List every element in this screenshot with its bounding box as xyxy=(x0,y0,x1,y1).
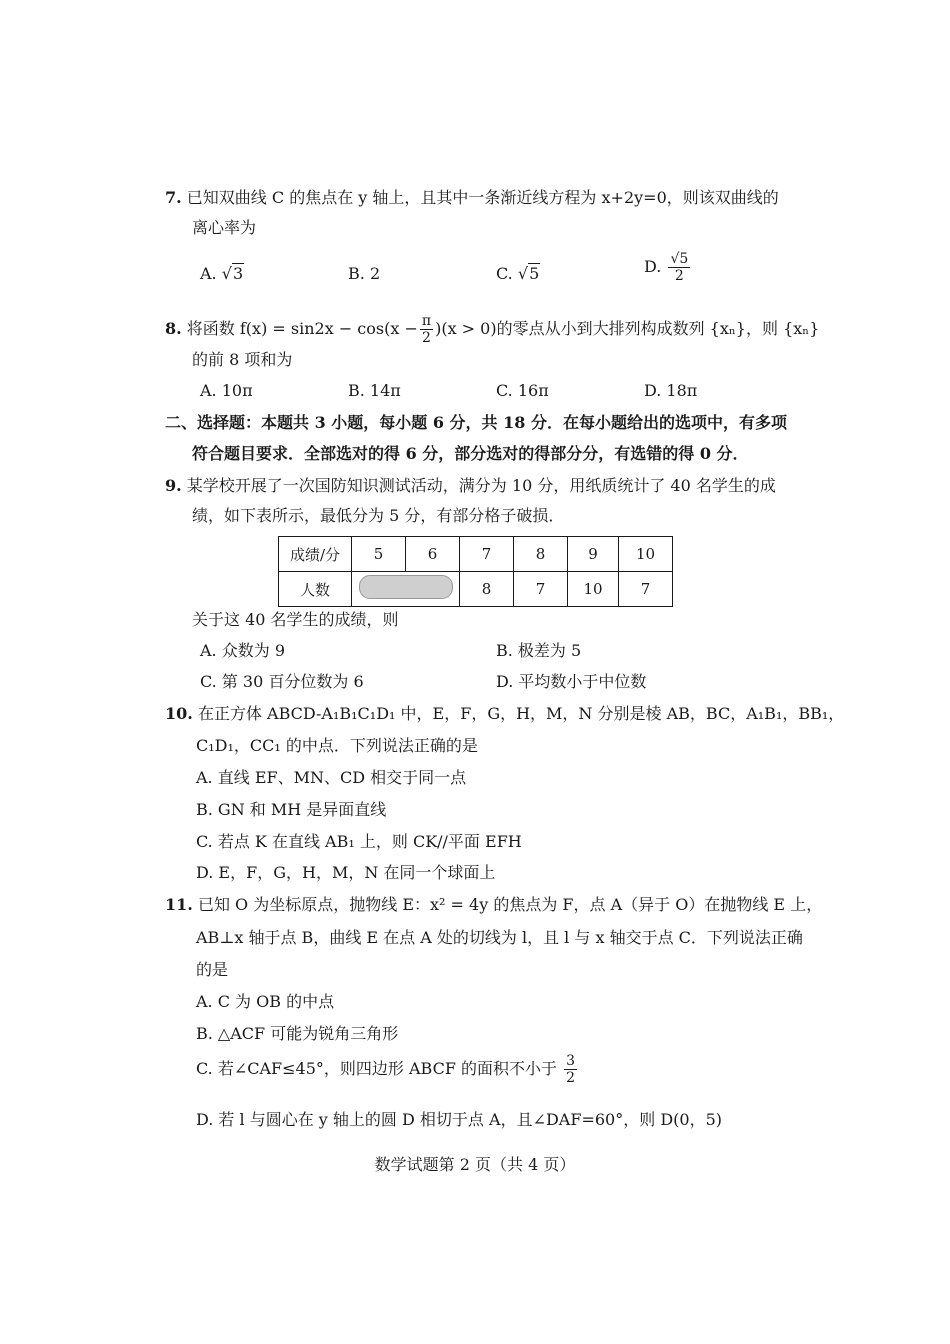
q7-option-a-label: A. xyxy=(200,264,217,283)
table-score-cell: 6 xyxy=(406,537,460,572)
section2-line2: 符合题目要求．全部选对的得 6 分，部分选对的得部分分，有选错的得 0 分． xyxy=(192,444,749,463)
table-row xyxy=(279,572,673,607)
table-score-cell: 9 xyxy=(568,537,619,572)
table-count-cell: 7 xyxy=(619,572,673,607)
q11-line2: AB⊥x 轴于点 B，曲线 E 在点 A 处的切线为 l，且 l 与 x 轴交于点 C．下列说法正确 xyxy=(196,928,803,947)
table-score-cell: 5 xyxy=(352,537,406,572)
sqrt-symbol: √5 xyxy=(517,264,540,283)
table-header-label: 成绩/分 xyxy=(279,537,352,572)
q7-option-a-value: 3 xyxy=(232,264,244,283)
q11-option-c-numerator: 3 xyxy=(566,1053,576,1069)
q9-option-b: B. 极差为 5 xyxy=(496,641,582,660)
q8-line2: 的前 8 项和为 xyxy=(192,350,293,369)
q11-text: 已知 O 为坐标原点，抛物线 E：x² = 4y 的焦点为 F，点 A（异于 O）在抛物线 E 上， xyxy=(197,895,823,914)
q7-number: 7. xyxy=(165,188,182,207)
scores-table xyxy=(278,536,673,607)
q11-line1 xyxy=(165,893,822,917)
q9-after: 关于这 40 名学生的成绩，则 xyxy=(192,610,399,629)
q7-option-c-value: 5 xyxy=(529,264,540,283)
table-count-label: 人数 xyxy=(279,572,352,607)
q11-option-c-denominator: 2 xyxy=(566,1070,576,1086)
q11-line3: 的是 xyxy=(196,960,229,979)
section2-line1: 二、选择题：本题共 3 小题，每小题 6 分，共 18 分．在每小题给出的选项中，有多项 xyxy=(165,413,787,432)
table-score-cell: 10 xyxy=(619,537,673,572)
q8-number: 8. xyxy=(165,319,182,338)
q7-option-c xyxy=(496,262,540,286)
q11-option-a: A. C 为 OB 的中点 xyxy=(196,992,335,1011)
q10-option-a: A. 直线 EF、MN、CD 相交于同一点 xyxy=(196,768,467,787)
q7-line2: 离心率为 xyxy=(192,218,257,237)
q10-option-d: D. E，F，G，H，M，N 在同一个球面上 xyxy=(196,863,496,882)
q7-text: 已知双曲线 C 的焦点在 y 轴上，且其中一条渐近线方程为 x+2y=0，则该双曲线的 xyxy=(186,188,779,207)
q8-pi: π xyxy=(421,313,432,329)
q9-line2: 绩，如下表所示，最低分为 5 分，有部分格子破损． xyxy=(192,506,565,525)
sqrt-symbol: √3 xyxy=(221,264,244,283)
q11-option-c xyxy=(196,1054,579,1085)
q8-option-c: C. 16π xyxy=(496,381,549,400)
q9-option-a: A. 众数为 9 xyxy=(200,641,285,660)
q7-option-b-label: B. xyxy=(348,264,365,283)
q7-option-d-label: D. xyxy=(644,257,662,276)
q7-option-b-value: 2 xyxy=(369,264,381,283)
q7-option-d-numerator: 5 xyxy=(679,251,689,267)
q9-option-d: D. 平均数小于中位数 xyxy=(496,672,647,691)
page-footer: 数学试题第 2 页（共 4 页） xyxy=(374,1155,576,1174)
q10-line2: C₁D₁，CC₁ 的中点．下列说法正确的是 xyxy=(196,736,478,755)
table-count-cell: 8 xyxy=(460,572,514,607)
q8-option-b: B. 14π xyxy=(348,381,401,400)
q11-option-d: D. 若 l 与圆心在 y 轴上的圆 D 相切于点 A，且∠DAF=60°，则 D(0，5) xyxy=(196,1110,722,1129)
q9-number: 9. xyxy=(165,476,182,495)
q9-line1 xyxy=(165,474,776,498)
q7-option-c-label: C. xyxy=(496,264,513,283)
q9-option-c: C. 第 30 百分位数为 6 xyxy=(200,672,364,691)
q8-text-pre: 将函数 f(x) = sin2x − cos(x − xyxy=(186,319,418,338)
q10-option-b: B. GN 和 MH 是异面直线 xyxy=(196,800,387,819)
q7-option-d-fraction: $\frac{√5}{2}$ xyxy=(670,251,689,284)
q8-line1 xyxy=(165,314,819,345)
q10-number: 10. xyxy=(165,704,193,723)
q8-option-d: D. 18π xyxy=(644,381,698,400)
q7-option-b xyxy=(348,262,380,286)
q10-option-c: C. 若点 K 在直线 AB₁ 上，则 CK//平面 EFH xyxy=(196,832,522,851)
q8-two: 2 xyxy=(422,330,431,346)
torn-paper-patch xyxy=(359,575,453,599)
q7-option-a xyxy=(200,262,244,286)
table-score-cell: 7 xyxy=(460,537,514,572)
q8-pi-fraction xyxy=(420,314,433,345)
q11-option-c-text: C. 若∠CAF≤45°，则四边形 ABCF 的面积不小于 xyxy=(196,1059,558,1078)
table-count-cell: 7 xyxy=(514,572,568,607)
table-count-cell: 10 xyxy=(568,572,619,607)
q10-text: 在正方体 ABCD-A₁B₁C₁D₁ 中，E，F，G，H，M，N 分别是棱 AB，BC，A₁B₁，BB₁， xyxy=(197,704,845,723)
q11-number: 11. xyxy=(165,895,193,914)
q8-text-post: )(x > 0)的零点从小到大排列构成数列 {xₙ}，则 {xₙ} xyxy=(435,319,820,338)
q7-line1 xyxy=(165,186,779,210)
q10-line1 xyxy=(165,702,844,726)
q11-option-c-fraction xyxy=(564,1054,577,1085)
q11-option-b: B. △ACF 可能为锐角三角形 xyxy=(196,1024,399,1043)
q9-text: 某学校开展了一次国防知识测试活动，满分为 10 分，用纸质统计了 40 名学生的成 xyxy=(186,476,776,495)
q8-option-a: A. 10π xyxy=(200,381,253,400)
table-score-cell: 8 xyxy=(514,537,568,572)
table-damaged-cell xyxy=(352,572,460,607)
table-row xyxy=(279,537,673,572)
q7-option-d-denominator: 2 xyxy=(674,268,684,284)
q7-option-d xyxy=(644,252,692,283)
